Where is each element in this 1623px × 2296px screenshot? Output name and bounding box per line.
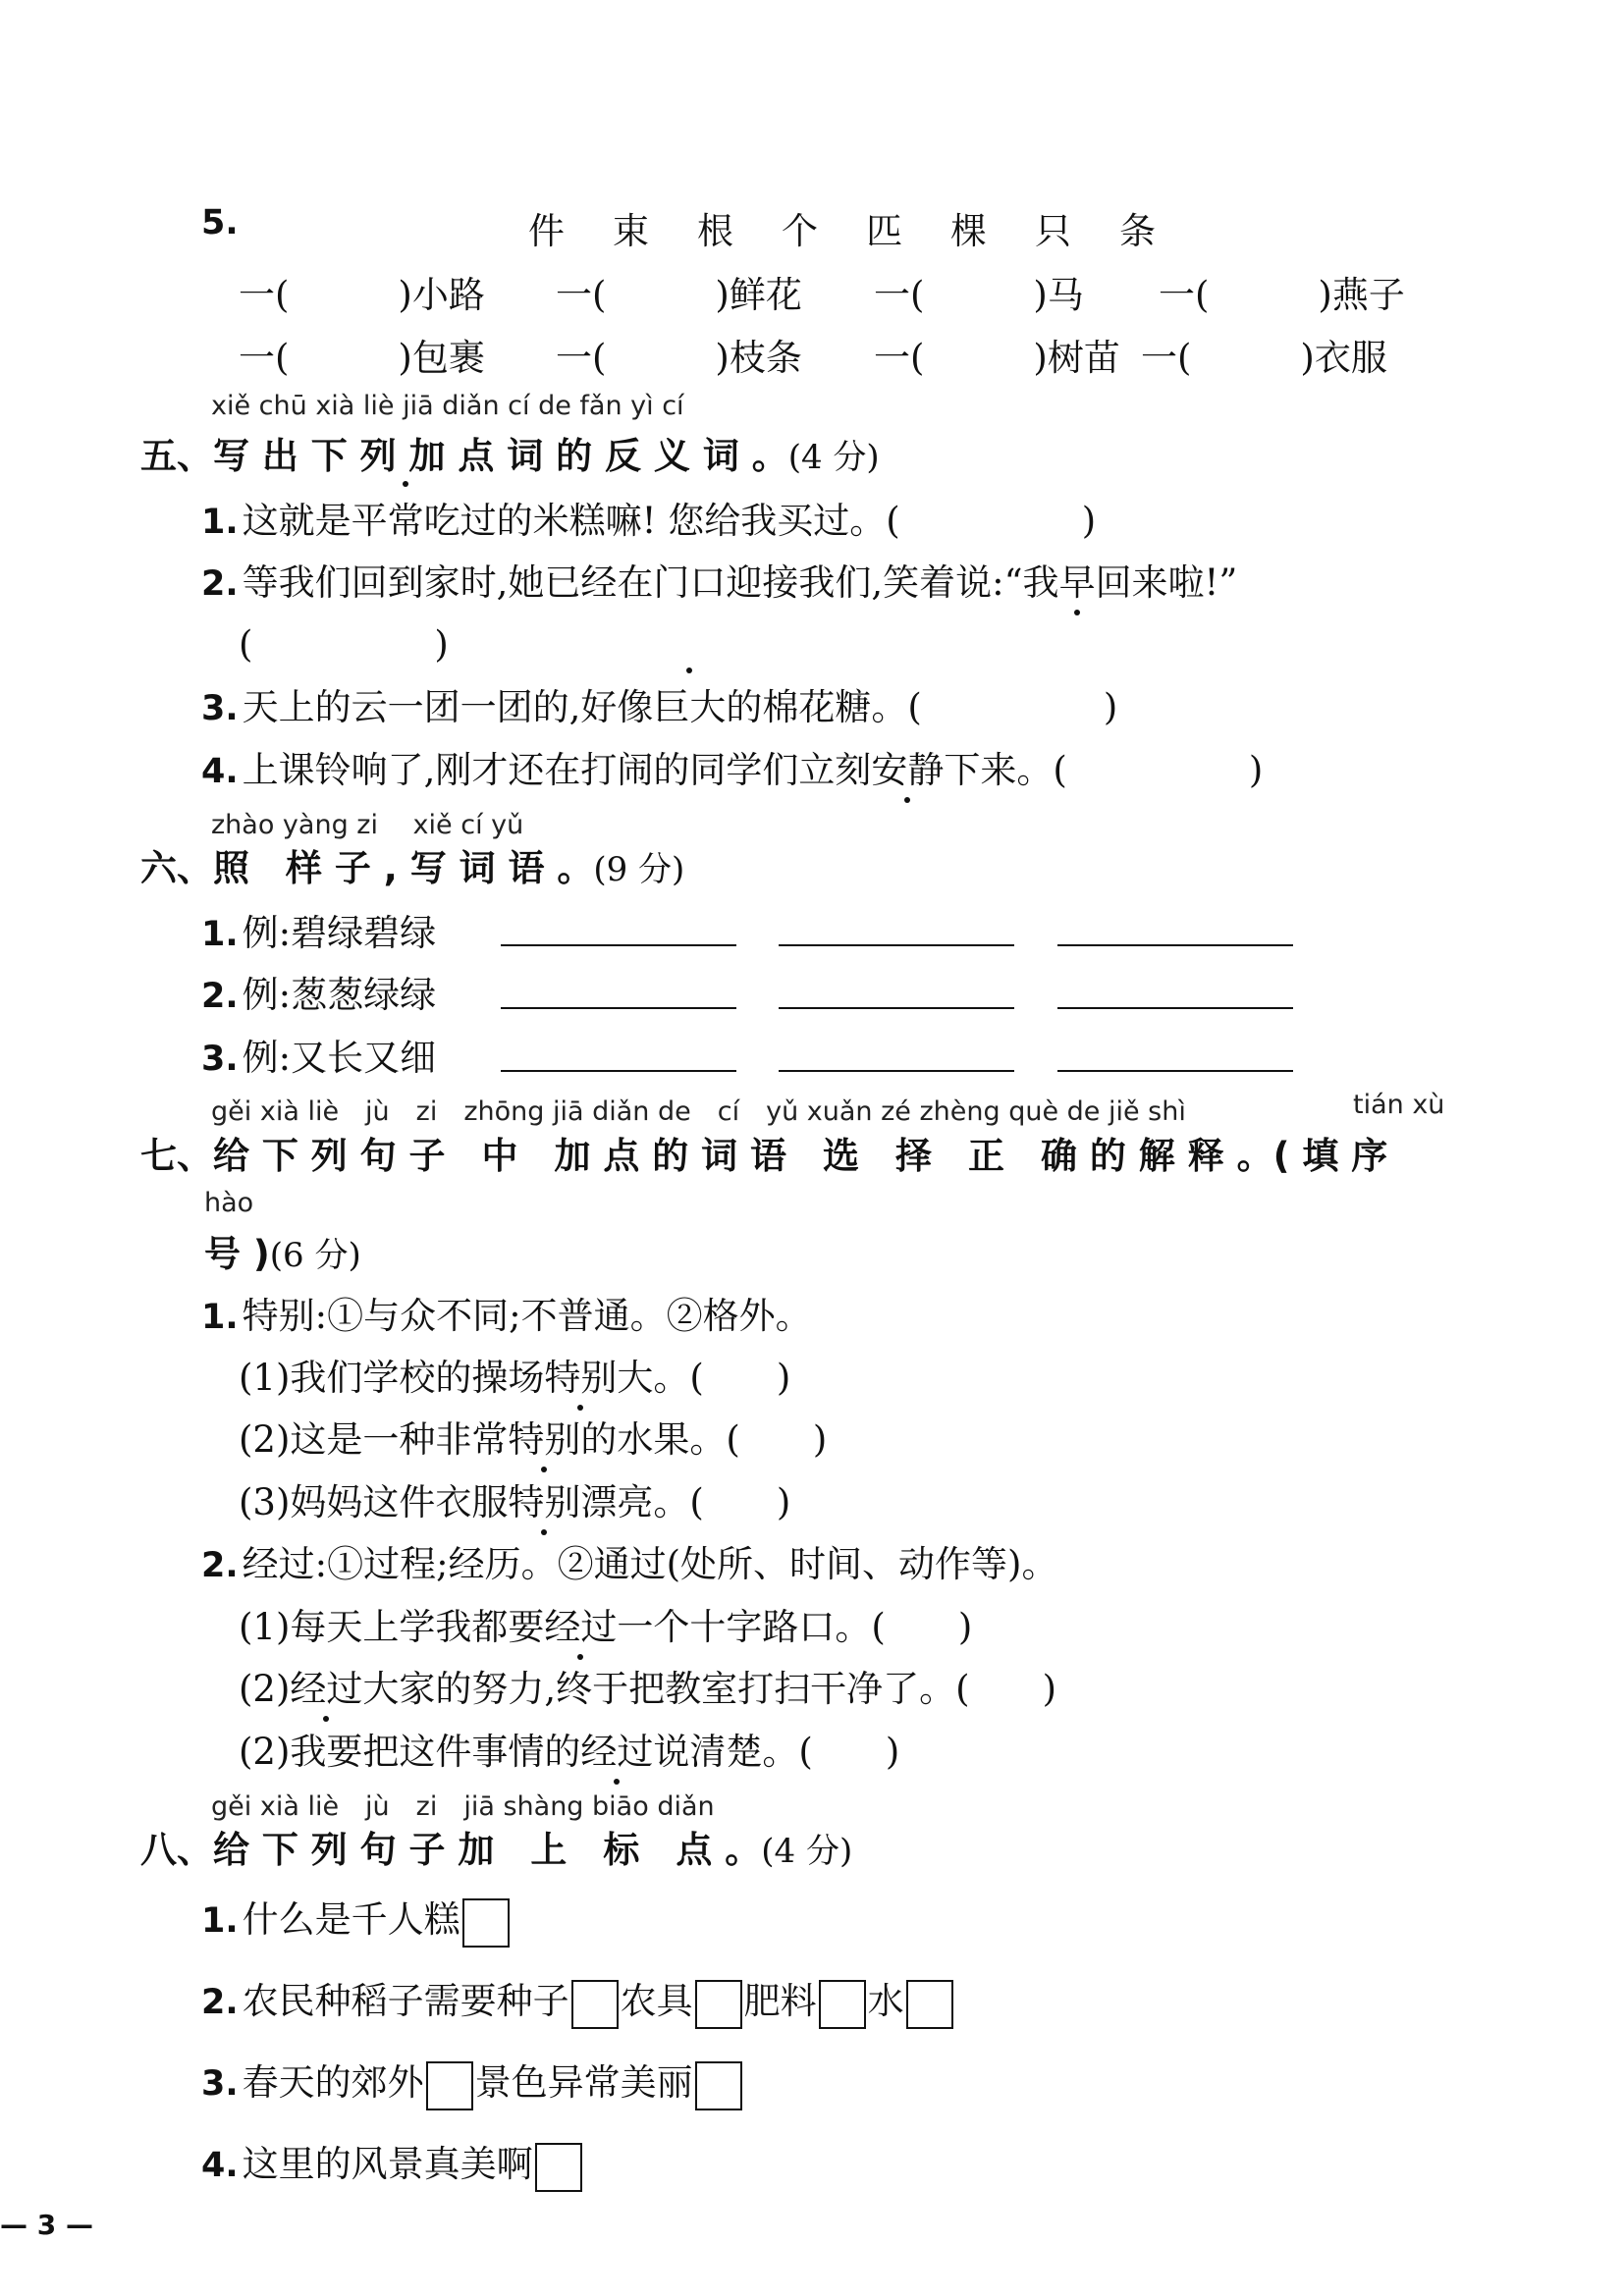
s8-item-2: 2. 农民种稻子需要种子 农具 肥料 水 xyxy=(201,1971,955,2029)
dotted-word: 经过 xyxy=(544,1597,617,1650)
punctuation-box[interactable] xyxy=(695,2061,742,2110)
punctuation-box[interactable] xyxy=(462,1898,510,1948)
s7-title: 七、给 下 列 句 子 中 加 点 的 词 语 选 择 正 确 的 解 释 。( 填 序 xyxy=(140,1135,1388,1177)
dotted-word: 经过 xyxy=(580,1722,653,1775)
answer-line[interactable] xyxy=(1057,1007,1293,1009)
dotted-word: 特别 xyxy=(508,1410,580,1463)
s7-score: (6 分) xyxy=(269,1236,361,1275)
punctuation-box[interactable] xyxy=(571,1980,619,2029)
q5-row1-item[interactable]: 一( )鲜花 xyxy=(556,274,802,316)
s6-item-1: 1. 例:碧绿碧绿 xyxy=(201,912,437,954)
dotted-word: 特别 xyxy=(508,1472,580,1525)
s7-q1: 1. 特别:①与众不同;不普通。②格外。 xyxy=(201,1295,812,1337)
page-number: — 3 — xyxy=(0,2209,93,2241)
answer-line[interactable] xyxy=(501,1070,736,1072)
q5-row1-item[interactable]: 一( )马 xyxy=(874,274,1084,316)
dotted-word: 经过 xyxy=(290,1659,362,1712)
punctuation-box[interactable] xyxy=(906,1980,953,2029)
s8-pinyin: gěi xià liè jù zi jiā shàng biāo diǎn xyxy=(211,1791,715,1822)
s8-item-1: 1. 什么是千人糕 xyxy=(201,1890,512,1948)
dotted-word: 常 xyxy=(388,491,424,544)
dotted-word: 早 xyxy=(1059,553,1096,606)
punctuation-box[interactable] xyxy=(695,1980,742,2029)
s5-item-1: 1. 这就是平常吃过的米糕嘛! 您给我买过。( ) xyxy=(201,491,1096,544)
s5-pinyin: xiě chū xià liè jiā diǎn cí de fǎn yì cí xyxy=(211,391,684,421)
answer-line[interactable] xyxy=(779,944,1014,946)
punctuation-box[interactable] xyxy=(819,1980,866,2029)
s7-q1-item: (2)这是一种非常特别的水果。( ) xyxy=(239,1410,827,1463)
punctuation-box[interactable] xyxy=(535,2143,582,2192)
q5-row2-item[interactable]: 一( )枝条 xyxy=(556,337,802,379)
punctuation-box[interactable] xyxy=(426,2061,473,2110)
answer-line[interactable] xyxy=(1057,944,1293,946)
dotted-word: 安静 xyxy=(871,740,944,793)
s7-pinyin: gěi xià liè jù zi zhōng jiā diǎn de cí yǔ xuǎn zé zhèng què de jiě shì xyxy=(211,1096,1186,1127)
answer-line[interactable] xyxy=(779,1007,1014,1009)
s8-heading xyxy=(140,1820,852,1873)
s6-heading xyxy=(140,838,684,891)
q5-word-bank: 件 束 根 个 匹 棵 只 条 xyxy=(528,210,1162,252)
q5-row1-item[interactable]: 一( )小路 xyxy=(239,274,485,316)
s7-heading-cont xyxy=(204,1224,361,1277)
q5-number: 5. xyxy=(201,203,239,242)
answer-line[interactable] xyxy=(501,944,736,946)
s7-pinyin-2: tián xù xyxy=(1353,1090,1445,1120)
q5-row2-item[interactable]: 一( )树苗 xyxy=(874,337,1120,379)
s7-q2: 2. 经过:①过程;经历。②通过(处所、时间、动作等)。 xyxy=(201,1543,1058,1585)
s7-q1-item: (3)妈妈这件衣服特别漂亮。( ) xyxy=(239,1472,790,1525)
s8-title: 八、给 下 列 句 子 加 上 标 点 。 xyxy=(140,1829,762,1871)
s5-title: 五、写 出 下 列 加 点 词 的 反 义 词 。 xyxy=(140,435,788,477)
s5-item-2-answer[interactable]: ( ) xyxy=(239,623,449,666)
s5-item-4: 4. 上课铃响了,刚才还在打闹的同学们立刻安静下来。( ) xyxy=(201,740,1263,793)
dotted-word: 特别 xyxy=(544,1348,617,1401)
answer-line[interactable] xyxy=(1057,1070,1293,1072)
q5-row2-item[interactable]: 一( )衣服 xyxy=(1141,337,1387,379)
s6-item-3: 3. 例:又长又细 xyxy=(201,1037,437,1079)
s5-heading xyxy=(140,426,880,479)
s8-score: (4 分) xyxy=(761,1832,853,1871)
dotted-word: 巨大 xyxy=(653,677,726,730)
s7-pinyin-3: hào xyxy=(204,1188,254,1218)
s6-pinyin: zhào yàng zi xiě cí yǔ xyxy=(211,810,524,840)
answer-line[interactable] xyxy=(501,1007,736,1009)
s8-item-4: 4. 这里的风景真美啊 xyxy=(201,2134,584,2192)
s7-q2-item: (2)经过大家的努力,终于把教室打扫干净了。( ) xyxy=(239,1659,1056,1712)
s8-item-3: 3. 春天的郊外 景色异常美丽 xyxy=(201,2053,744,2110)
q5-row1-item[interactable]: 一( )燕子 xyxy=(1159,274,1405,316)
s7-q2-item: (1)每天上学我都要经过一个十字路口。( ) xyxy=(239,1597,972,1650)
s7-q1-item: (1)我们学校的操场特别大。( ) xyxy=(239,1348,790,1401)
s5-item-2: 2. 等我们回到家时,她已经在门口迎接我们,笑着说:“我早回来啦!” xyxy=(201,553,1237,606)
s5-item-3: 3. 天上的云一团一团的,好像巨大的棉花糖。( ) xyxy=(201,677,1117,730)
s6-item-2: 2. 例:葱葱绿绿 xyxy=(201,974,437,1016)
q5-row2-item[interactable]: 一( )包裹 xyxy=(239,337,485,379)
s6-score: (9 分) xyxy=(593,850,685,889)
answer-line[interactable] xyxy=(779,1070,1014,1072)
s7-q2-item: (2)我要把这件事情的经过说清楚。( ) xyxy=(239,1722,899,1775)
s5-score: (4 分) xyxy=(787,438,880,477)
s7-title-b: 号 ) xyxy=(204,1233,270,1275)
s6-title: 六、照 样 子 , 写 词 语 。 xyxy=(140,847,594,889)
